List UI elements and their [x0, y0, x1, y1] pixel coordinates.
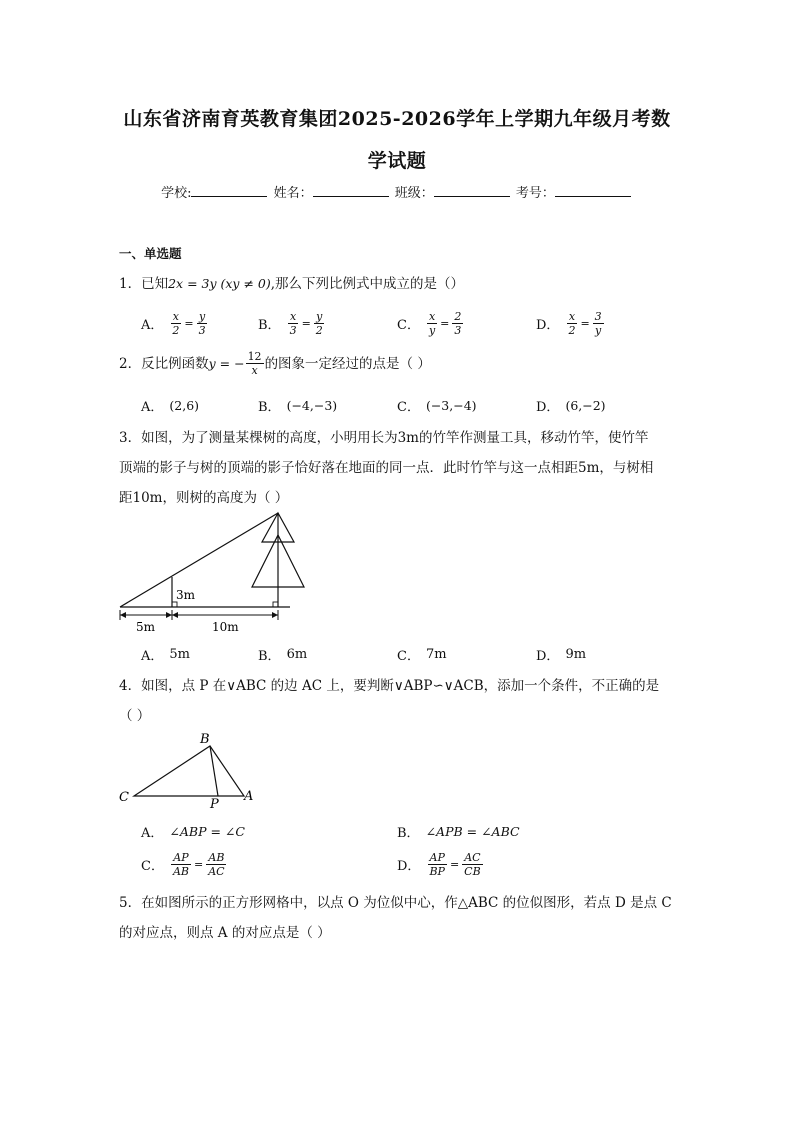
fraction: $\frac{AP}{AB}$ [172, 851, 189, 878]
q2-option-b[interactable]: B． (−4,−3) [258, 398, 338, 415]
q2-option-c[interactable]: C． (−3,−4) [397, 398, 477, 415]
question-2 [119, 350, 431, 377]
q3-line2: 顶端的影子与树的顶端的影子恰好落在地面的同一点．此时竹竿与这一点相距5m，与树相 [119, 460, 654, 476]
q2-text-pre: 2．反比例函数 [119, 355, 209, 372]
fraction: $\frac{AB}{AC}$ [208, 851, 225, 878]
q2-option-a[interactable]: A． (2,6) [141, 398, 200, 415]
fraction: $\frac{x}{2}$ [172, 310, 180, 337]
q1-option-d[interactable]: D． $\frac{x}{2}$ = $\frac{3}{y}$ [536, 310, 602, 337]
fraction: $\frac{AP}{BP}$ [429, 851, 445, 878]
q5-line1: 5．在如图所示的正方形网格中，以点 O 为位似中心，作△ABC 的位似图形，若点 D 是点 C [119, 895, 672, 911]
q3-option-d[interactable]: D． 9m [536, 647, 587, 664]
class-label: 班级： [394, 186, 434, 201]
name-label: 姓名： [273, 186, 313, 201]
fraction: $\frac{3}{y}$ [594, 310, 602, 337]
shadow-left-label: 5m [136, 620, 156, 634]
exam-number-label: 考号： [515, 186, 555, 201]
school-blank[interactable] [191, 184, 267, 197]
q2-function-fraction: $\frac{12}{x}$ [247, 350, 262, 377]
fraction: $\frac{y}{2}$ [315, 310, 323, 337]
q4-triangle-figure [112, 730, 262, 810]
vertex-c-label: C [119, 790, 129, 805]
option-label: D． [536, 318, 560, 333]
question-1 [119, 274, 464, 294]
q1-option-c[interactable]: C． $\frac{x}{y}$ = $\frac{2}{3}$ [397, 310, 462, 337]
option-label: B． [258, 318, 281, 333]
fraction: $\frac{AC}{CB}$ [464, 851, 481, 878]
q4-option-b[interactable]: B． ∠APB = ∠ABC [397, 824, 520, 841]
class-blank[interactable] [434, 184, 510, 197]
shadow-right-label: 10m [212, 620, 239, 634]
q3-line1: 3．如图，为了测量某棵树的高度，小明用长为3m的竹竿作测量工具，移动竹竿，使竹竿 [119, 430, 649, 446]
q3-option-a[interactable]: A． 5m [141, 647, 190, 664]
pole-height-label: 3m [176, 588, 196, 602]
fraction: $\frac{x}{y}$ [428, 310, 436, 337]
fraction: $\frac{x}{2}$ [568, 310, 576, 337]
vertex-b-label: B [200, 732, 210, 747]
option-label: C． [397, 318, 420, 333]
exam-number-blank[interactable] [555, 184, 631, 197]
q3-line3: 距10m，则树的高度为（ ） [119, 490, 289, 506]
q4-line2: （ ） [119, 708, 151, 724]
q1-text-pre: 1．已知 [119, 276, 169, 292]
section-heading: 一、单选题 [119, 246, 182, 261]
fraction: $\frac{x}{3}$ [289, 310, 297, 337]
option-label: A． [141, 318, 164, 333]
vertex-a-label: A [244, 789, 254, 804]
q4-line1: 4．如图，点 P 在∨ABC 的边 AC 上，要判断∨ABP∽∨ACB，添加一个条件，不正确的是 [119, 678, 660, 694]
q4-option-d[interactable]: D． $\frac{AP}{BP}$ = $\frac{AC}{CB}$ [397, 851, 481, 878]
q3-option-b[interactable]: B． 6m [258, 647, 308, 664]
q2-function-lhs: y = − [208, 355, 245, 371]
point-p-label: P [210, 797, 219, 810]
page-title-line2: 学试题 [367, 150, 427, 172]
q2-option-d[interactable]: D． (6,−2) [536, 398, 606, 415]
q1-option-a[interactable]: A． $\frac{x}{2}$ = $\frac{y}{3}$ [141, 310, 206, 337]
q2-text-post: 的图象一定经过的点是（ ） [264, 355, 431, 372]
q3-tree-figure [110, 505, 310, 640]
q1-option-b[interactable]: B． $\frac{x}{3}$ = $\frac{y}{2}$ [258, 310, 323, 337]
name-blank[interactable] [313, 184, 389, 197]
q1-text-post: ,那么下列比例式中成立的是（） [270, 276, 465, 292]
page-title-line1: 山东省济南育英教育集团2025-2026学年上学期九年级月考数 [123, 108, 671, 130]
fraction: $\frac{2}{3}$ [454, 310, 462, 337]
q3-option-c[interactable]: C． 7m [397, 647, 447, 664]
q5-line2: 的对应点，则点 A 的对应点是（ ） [119, 925, 331, 941]
school-label: 学校: [161, 186, 192, 201]
student-info-row [0, 182, 794, 201]
q1-condition: 2x = 3y (xy ≠ 0) [168, 276, 271, 291]
q4-option-a[interactable]: A． ∠ABP = ∠C [141, 824, 245, 841]
q4-option-c[interactable]: C． $\frac{AP}{AB}$ = $\frac{AB}{AC}$ [141, 851, 225, 878]
fraction: $\frac{y}{3}$ [198, 310, 206, 337]
